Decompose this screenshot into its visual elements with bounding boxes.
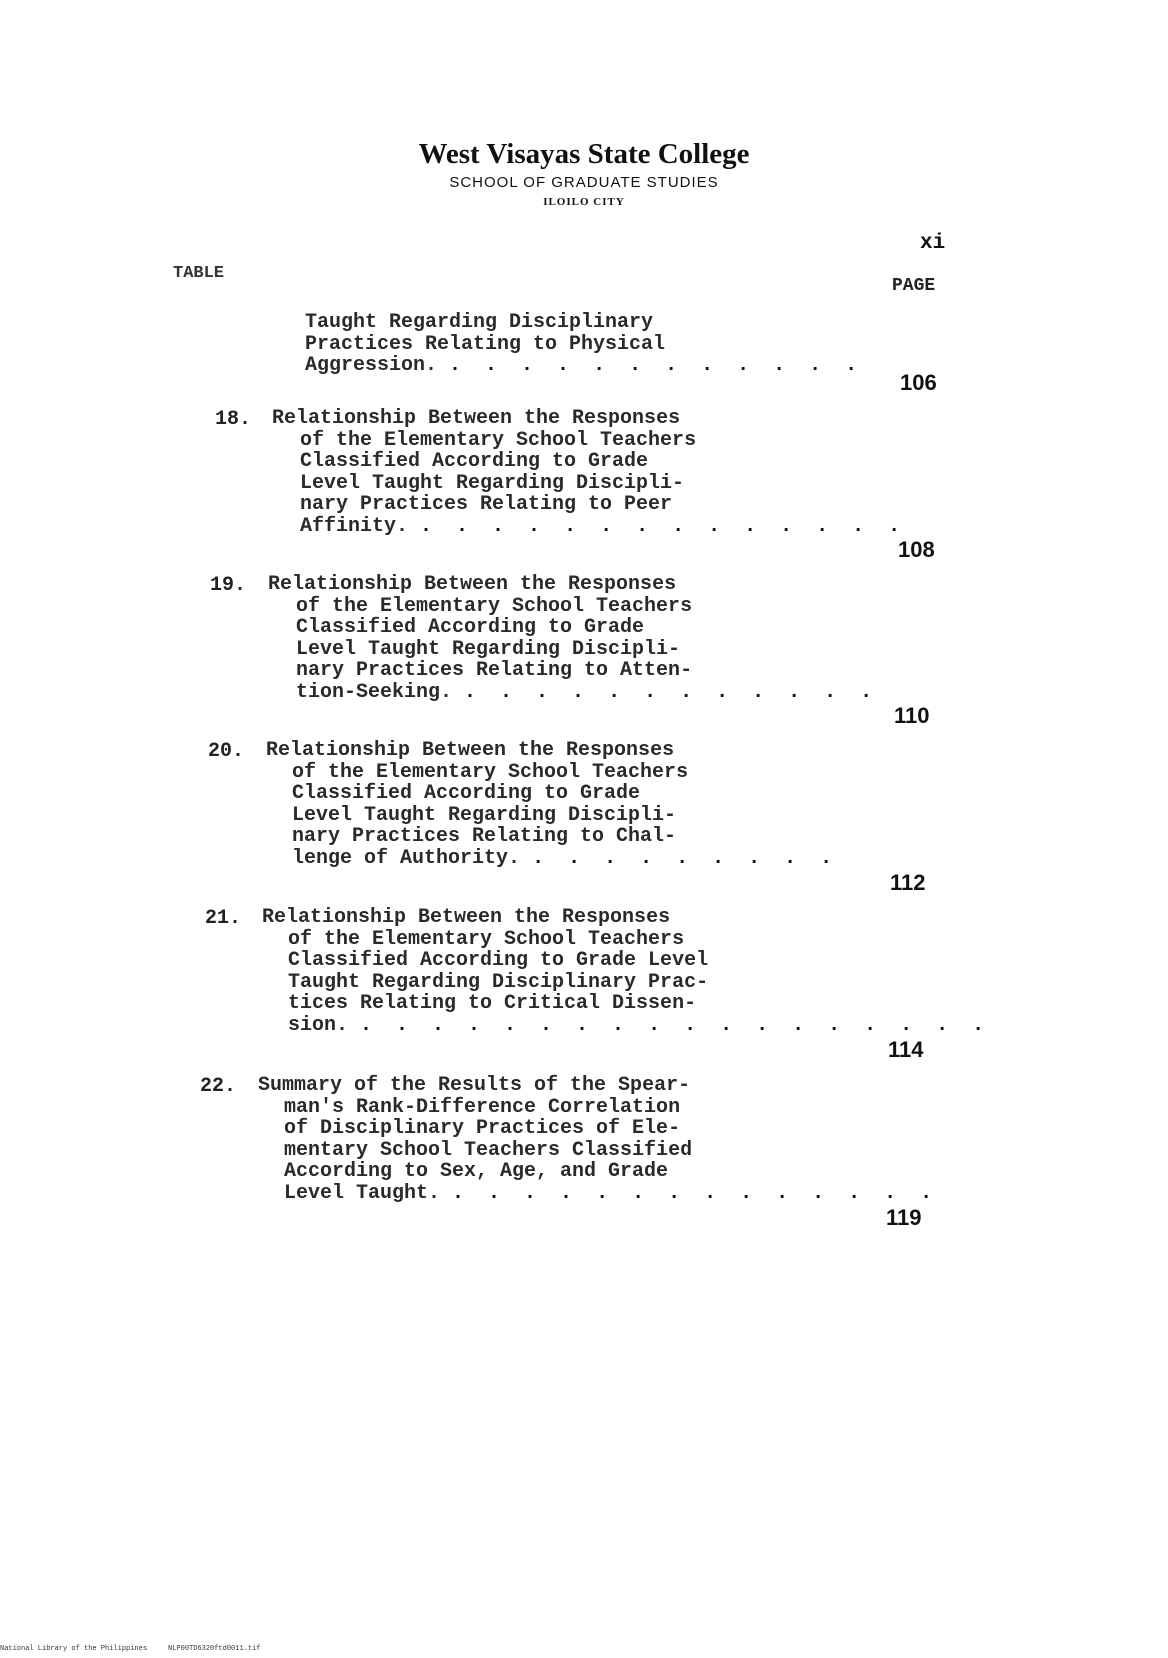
- dot-leader: . . . . . . . . . . . . . .: [420, 514, 907, 538]
- entry-line: [284, 1183, 938, 1205]
- page-column-header: PAGE: [892, 276, 936, 296]
- entry-line: man's Rank-Difference Correlation: [284, 1095, 681, 1119]
- dot-leader: . . . . . . . . .: [532, 846, 839, 870]
- entry-line: of the Elementary School Teachers: [300, 428, 697, 452]
- entry-page: 112: [890, 870, 926, 895]
- entry-line-text: tion-Seeking.: [296, 680, 453, 704]
- entry-line: Taught Regarding Disciplinary Prac-: [288, 970, 709, 994]
- entry-line: [292, 848, 838, 870]
- entry-line: Relationship Between the Responses: [272, 407, 681, 430]
- entry-line: [300, 516, 906, 538]
- entry-line: nary Practices Relating to Atten-: [296, 659, 693, 682]
- entry-line-text: Aggression.: [305, 354, 438, 377]
- entry-line: Summary of the Results of the Spear-: [258, 1074, 691, 1097]
- entry-page: 110: [894, 703, 930, 728]
- city-name: ILOILO CITY: [543, 196, 625, 208]
- entry-page: 108: [898, 537, 935, 562]
- entry-line: of Disciplinary Practices of Ele-: [284, 1117, 681, 1140]
- entry-line: Level Taught Regarding Discipli-: [300, 471, 685, 495]
- entry-line: of the Elementary School Teachers: [292, 760, 689, 784]
- entry-page: 114: [888, 1037, 924, 1062]
- scan-footer: National Library of the Philippines NLP00TD6320ftd0011.tif: [0, 1645, 261, 1653]
- entry-line-text: Affinity.: [300, 514, 409, 538]
- entry-line: of the Elementary School Teachers: [288, 927, 685, 951]
- entry-line: nary Practices Relating to Peer: [300, 493, 673, 516]
- entry-line: Classified According to Grade: [292, 782, 641, 805]
- entry-line: mentary School Teachers Classified: [284, 1138, 693, 1162]
- entry-line: Level Taught Regarding Discipli-: [296, 637, 681, 661]
- dot-leader: . . . . . . . . . . . .: [449, 354, 864, 377]
- entry-line: Practices Relating to Physical: [305, 332, 666, 356]
- dot-leader: . . . . . . . . . . . . . .: [452, 1181, 939, 1205]
- entry-line: Classified According to Grade: [296, 616, 645, 639]
- entry-number: 22.: [200, 1075, 237, 1098]
- dot-leader: . . . . . . . . . . . .: [464, 680, 879, 704]
- dot-leader: . . . . . . . . . . . . . . . . . .: [360, 1013, 991, 1037]
- entry-page: 106: [900, 370, 937, 395]
- entry-line: According to Sex, Age, and Grade: [284, 1160, 669, 1183]
- entry-line-text: Level Taught.: [284, 1181, 441, 1205]
- entry-line: nary Practices Relating to Chal-: [292, 825, 677, 848]
- entry-line: Relationship Between the Responses: [262, 906, 671, 929]
- entry-number: 18.: [215, 408, 252, 431]
- entry-line: [288, 1015, 990, 1037]
- entry-line: tices Relating to Critical Dissen-: [288, 992, 697, 1015]
- entry-line: Level Taught Regarding Discipli-: [292, 803, 677, 827]
- school-name: SCHOOL OF GRADUATE STUDIES: [449, 174, 719, 191]
- entry-number: 19.: [210, 574, 247, 597]
- entry-number: 21.: [205, 907, 242, 930]
- entry-line: [305, 355, 863, 377]
- entry-line: Relationship Between the Responses: [266, 739, 675, 762]
- entry-line: of the Elementary School Teachers: [296, 594, 693, 618]
- entry-line: Classified According to Grade: [300, 450, 649, 473]
- entry-line: Classified According to Grade Level: [288, 949, 709, 972]
- entry-number: 20.: [208, 740, 245, 763]
- entry-line-text: lenge of Authority.: [292, 846, 521, 870]
- page-number: xi: [920, 232, 946, 255]
- entry-line: Relationship Between the Responses: [268, 573, 677, 596]
- entry-line-text: sion.: [288, 1013, 349, 1037]
- table-column-header: TABLE: [173, 264, 225, 283]
- entry-line: [296, 682, 878, 704]
- entry-line: Taught Regarding Disciplinary: [305, 311, 654, 334]
- entry-page: 119: [886, 1205, 922, 1230]
- college-name: West Visayas State College: [418, 138, 750, 170]
